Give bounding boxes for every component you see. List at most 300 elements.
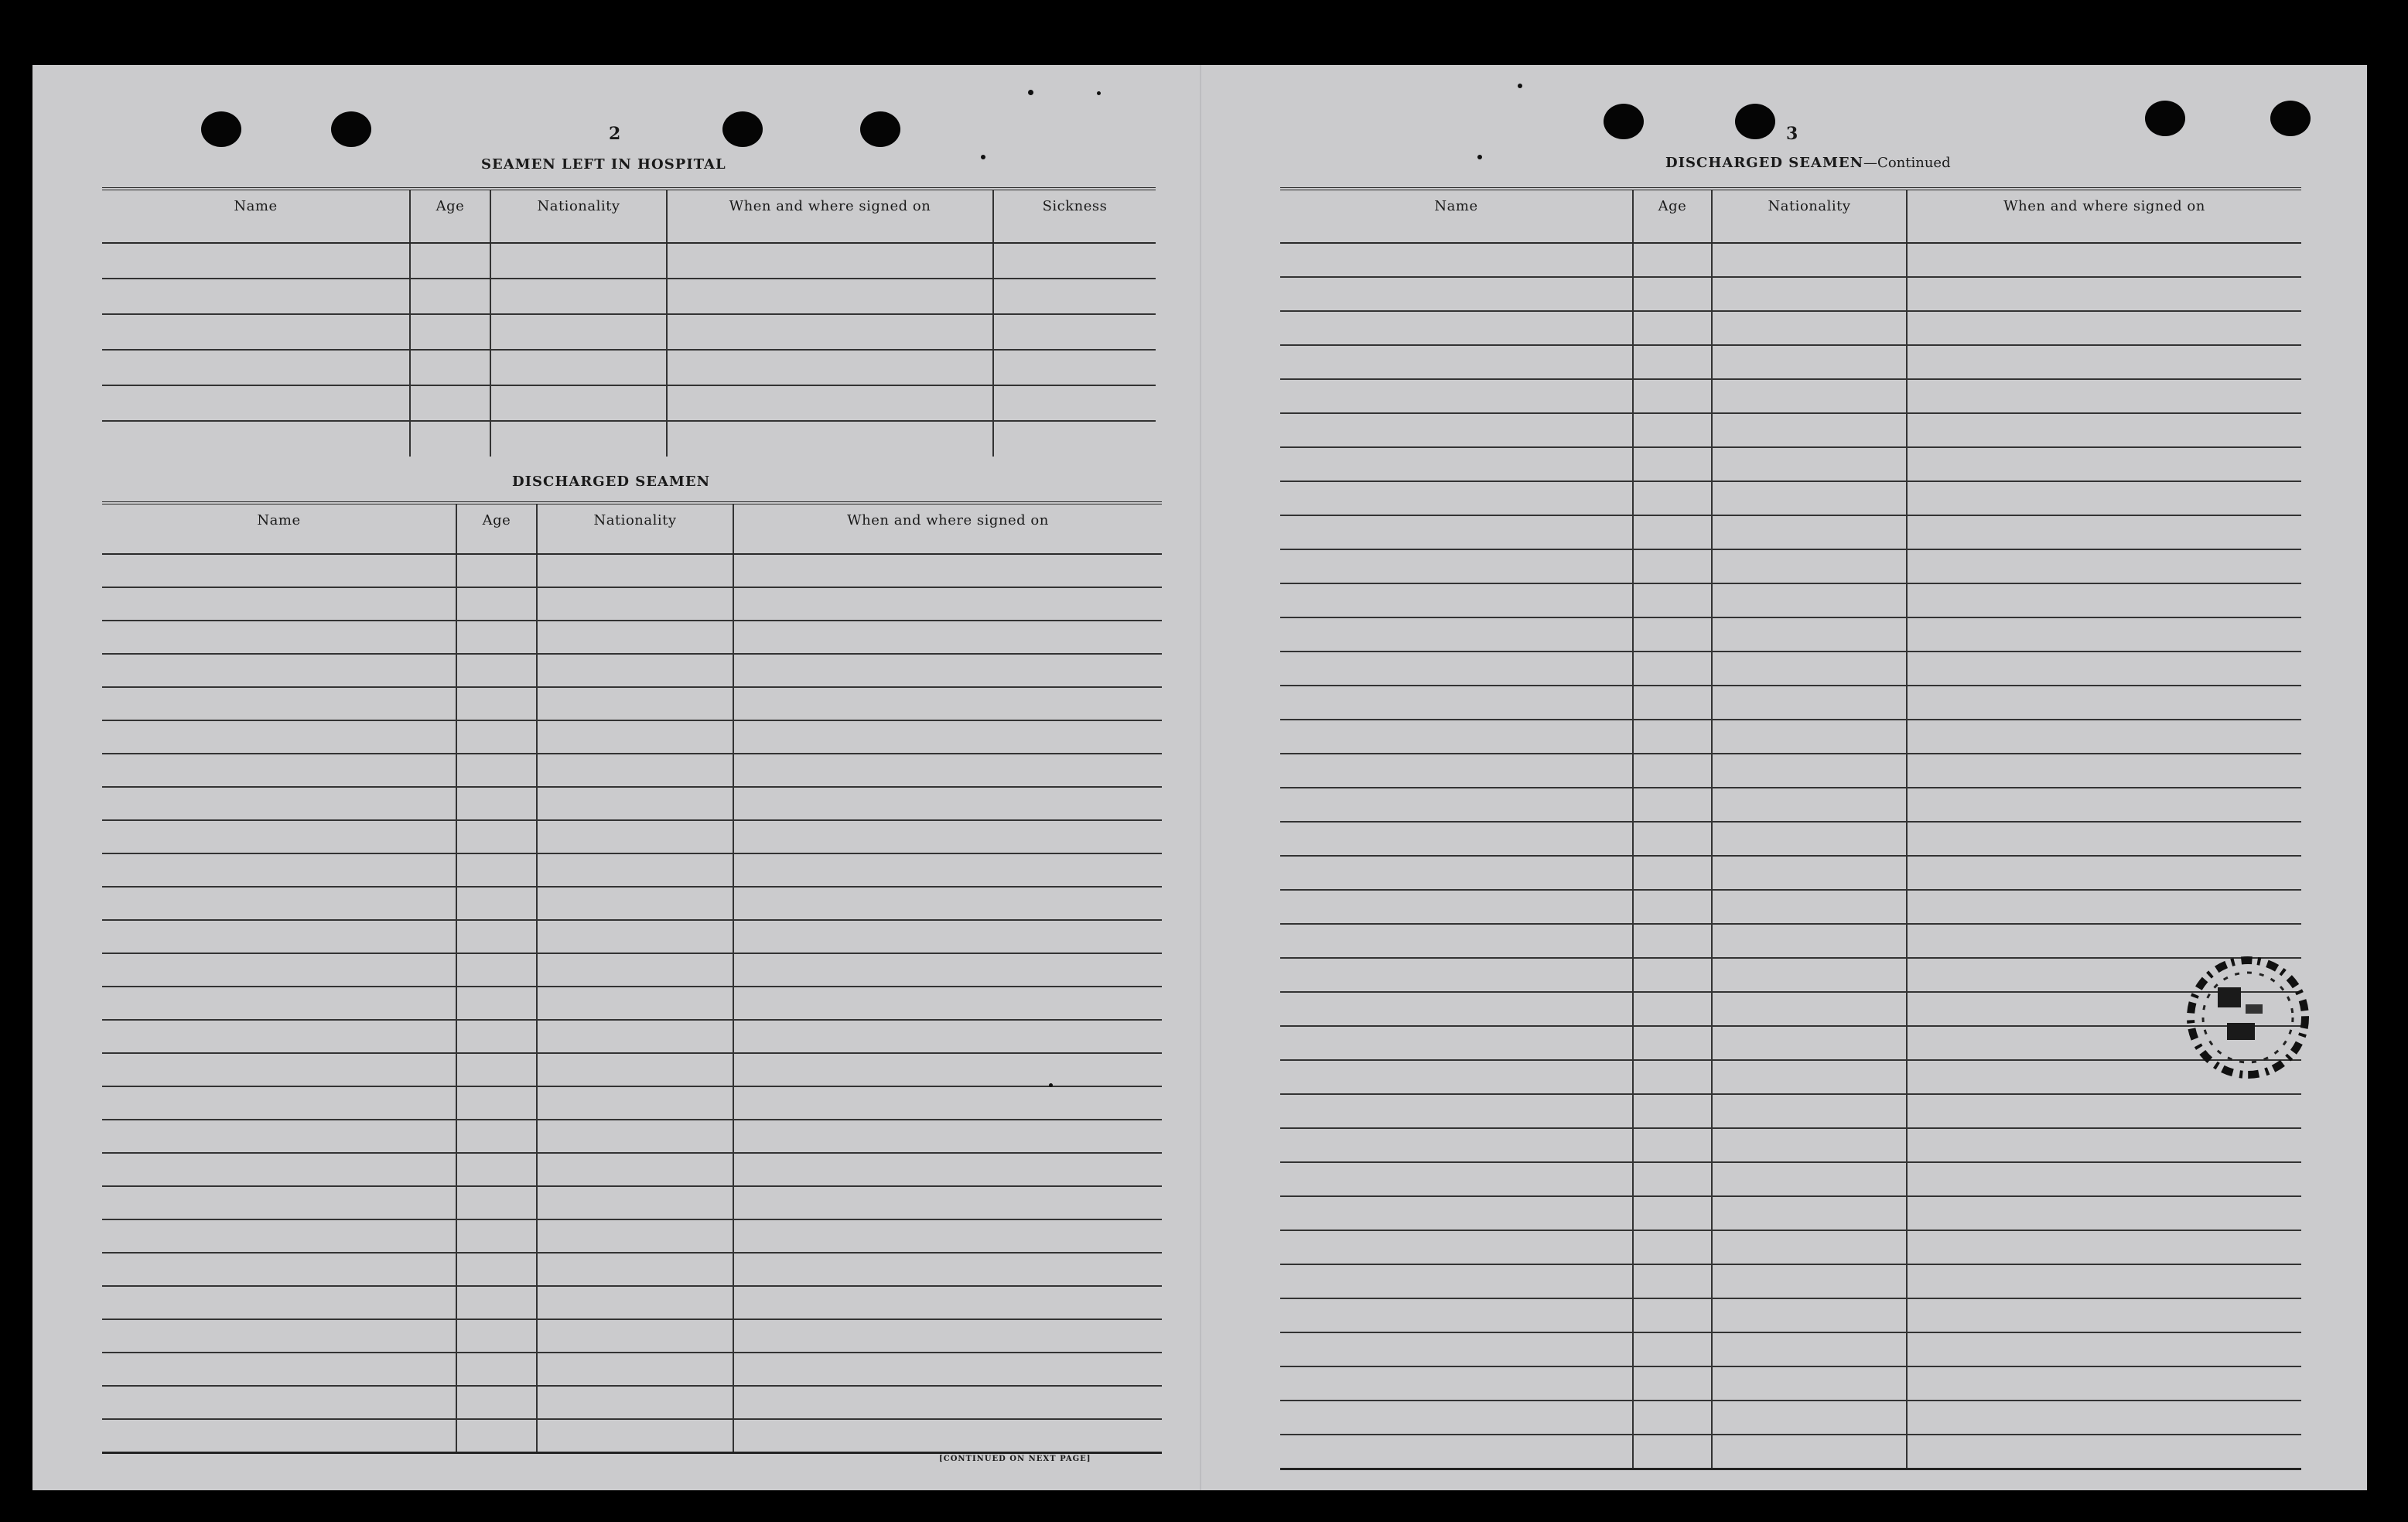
table-cell[interactable] [1280, 822, 1633, 856]
table-cell[interactable] [1280, 583, 1633, 617]
table-cell[interactable] [102, 1020, 456, 1053]
table-cell[interactable] [733, 1319, 1162, 1353]
table-cell[interactable] [537, 720, 733, 754]
table-cell[interactable] [410, 350, 490, 385]
table-cell[interactable] [1633, 958, 1712, 992]
table-cell[interactable] [733, 987, 1162, 1020]
table-cell[interactable] [410, 314, 490, 350]
table-cell[interactable] [1712, 345, 1907, 379]
table-cell[interactable] [1633, 617, 1712, 652]
table-cell[interactable] [733, 654, 1162, 687]
table-cell[interactable] [1712, 1230, 1907, 1264]
table-cell[interactable] [1633, 583, 1712, 617]
table-cell[interactable] [456, 687, 537, 720]
table-cell[interactable] [733, 554, 1162, 587]
table-cell[interactable] [1907, 413, 2301, 447]
table-cell[interactable] [1907, 481, 2301, 515]
column-header-nationality: Nationality [1712, 189, 1907, 243]
table-cell[interactable] [456, 887, 537, 920]
table-cell[interactable] [1280, 992, 1633, 1026]
table-row [102, 720, 1162, 754]
table-cell[interactable] [733, 1153, 1162, 1186]
table-cell[interactable] [456, 1153, 537, 1186]
table-cell[interactable] [102, 1353, 456, 1386]
table-cell[interactable] [456, 1286, 537, 1319]
table-cell[interactable] [1280, 1196, 1633, 1230]
table-cell[interactable] [1280, 617, 1633, 652]
table-cell[interactable] [537, 820, 733, 853]
table-cell[interactable] [733, 1053, 1162, 1086]
table-cell[interactable] [1712, 1162, 1907, 1196]
table-cell[interactable] [410, 279, 490, 314]
table-cell[interactable] [102, 1319, 456, 1353]
table-row [102, 1386, 1162, 1419]
table-cell[interactable] [733, 1253, 1162, 1286]
table-cell[interactable] [1907, 822, 2301, 856]
table-cell[interactable] [1280, 856, 1633, 890]
table-cell[interactable] [733, 853, 1162, 887]
table-cell[interactable] [1712, 1094, 1907, 1128]
table-cell[interactable] [1907, 1230, 2301, 1264]
table-cell[interactable] [537, 1386, 733, 1419]
table-cell[interactable] [1633, 549, 1712, 583]
table-cell[interactable] [102, 887, 456, 920]
ink-speck [1028, 90, 1033, 95]
table-cell[interactable] [1712, 822, 1907, 856]
table-cell[interactable] [102, 1286, 456, 1319]
table-cell[interactable] [1712, 788, 1907, 822]
table-cell[interactable] [1907, 515, 2301, 549]
table-cell[interactable] [1280, 379, 1633, 413]
table-cell[interactable] [1712, 1128, 1907, 1162]
table-cell[interactable] [1280, 515, 1633, 549]
table-cell[interactable] [537, 987, 733, 1020]
table-cell[interactable] [1633, 379, 1712, 413]
table-cell[interactable] [456, 853, 537, 887]
table-cell[interactable] [1712, 1435, 1907, 1469]
table-cell[interactable] [537, 687, 733, 720]
table-row [1280, 1026, 2301, 1060]
table-cell[interactable] [733, 1086, 1162, 1120]
table-cell[interactable] [733, 1286, 1162, 1319]
table-cell[interactable] [1633, 345, 1712, 379]
table-cell[interactable] [1280, 447, 1633, 481]
table-cell[interactable] [456, 953, 537, 987]
table-cell[interactable] [537, 587, 733, 621]
table-cell[interactable] [1633, 652, 1712, 686]
table-cell[interactable] [667, 314, 993, 350]
table-cell[interactable] [490, 385, 667, 421]
table-cell[interactable] [456, 587, 537, 621]
table-cell[interactable] [537, 1419, 733, 1452]
table-cell[interactable] [456, 820, 537, 853]
table-cell[interactable] [1633, 447, 1712, 481]
table-cell[interactable] [456, 1219, 537, 1253]
table-cell[interactable] [993, 421, 1156, 457]
table-cell[interactable] [102, 279, 410, 314]
table-cell[interactable] [456, 554, 537, 587]
table-cell[interactable] [1907, 549, 2301, 583]
table-cell[interactable] [1280, 1332, 1633, 1366]
table-cell[interactable] [1280, 890, 1633, 924]
table-cell[interactable] [1907, 345, 2301, 379]
table-cell[interactable] [733, 687, 1162, 720]
table-row [1280, 992, 2301, 1026]
table-cell[interactable] [1712, 379, 1907, 413]
column-header-age: Age [456, 503, 537, 554]
table-cell[interactable] [1633, 1435, 1712, 1469]
table-cell[interactable] [102, 1419, 456, 1452]
table-cell[interactable] [1280, 686, 1633, 720]
table-cell[interactable] [1907, 1128, 2301, 1162]
table-cell[interactable] [667, 243, 993, 279]
table-cell[interactable] [1280, 1401, 1633, 1435]
table-cell[interactable] [456, 621, 537, 654]
table-cell[interactable] [993, 385, 1156, 421]
table-cell[interactable] [1907, 1264, 2301, 1298]
table-cell[interactable] [456, 654, 537, 687]
table-cell[interactable] [733, 1020, 1162, 1053]
table-cell[interactable] [1907, 1298, 2301, 1332]
table-cell[interactable] [1633, 720, 1712, 754]
table-row [102, 1153, 1162, 1186]
table-cell[interactable] [1280, 549, 1633, 583]
table-cell[interactable] [733, 1219, 1162, 1253]
table-cell[interactable] [1633, 1264, 1712, 1298]
table-cell[interactable] [993, 279, 1156, 314]
table-cell[interactable] [1712, 958, 1907, 992]
table-cell[interactable] [537, 1053, 733, 1086]
table-cell[interactable] [1633, 788, 1712, 822]
table-cell[interactable] [1633, 1162, 1712, 1196]
table-cell[interactable] [667, 421, 993, 457]
table-cell[interactable] [1712, 1401, 1907, 1435]
table-cell[interactable] [1633, 1060, 1712, 1094]
table-cell[interactable] [733, 754, 1162, 787]
table-cell[interactable] [1633, 992, 1712, 1026]
table-cell[interactable] [1907, 243, 2301, 277]
table-cell[interactable] [456, 1319, 537, 1353]
table-cell[interactable] [102, 1219, 456, 1253]
table-cell[interactable] [1280, 1298, 1633, 1332]
table-cell[interactable] [1712, 413, 1907, 447]
table-cell[interactable] [537, 1153, 733, 1186]
discharged-continued-title [1665, 155, 1951, 171]
table-cell[interactable] [733, 587, 1162, 621]
table-cell[interactable] [1633, 1094, 1712, 1128]
table-cell[interactable] [102, 350, 410, 385]
table-cell[interactable] [1907, 617, 2301, 652]
table-cell[interactable] [490, 421, 667, 457]
table-cell[interactable] [456, 1419, 537, 1452]
table-cell[interactable] [1633, 243, 1712, 277]
table-row [102, 243, 1156, 279]
table-cell[interactable] [1712, 277, 1907, 311]
table-cell[interactable] [733, 787, 1162, 820]
table-cell[interactable] [537, 1219, 733, 1253]
table-cell[interactable] [1907, 1366, 2301, 1401]
table-cell[interactable] [1280, 1128, 1633, 1162]
table-cell[interactable] [1907, 1401, 2301, 1435]
table-cell[interactable] [1907, 1094, 2301, 1128]
table-cell[interactable] [1633, 311, 1712, 345]
table-cell[interactable] [1907, 652, 2301, 686]
table-cell[interactable] [1907, 583, 2301, 617]
table-cell[interactable] [1280, 413, 1633, 447]
table-cell[interactable] [456, 1386, 537, 1419]
table-cell[interactable] [1907, 856, 2301, 890]
table-cell[interactable] [993, 314, 1156, 350]
table-cell[interactable] [102, 754, 456, 787]
table-cell[interactable] [490, 279, 667, 314]
table-cell[interactable] [1907, 686, 2301, 720]
table-cell[interactable] [1280, 924, 1633, 958]
table-cell[interactable] [102, 1053, 456, 1086]
table-cell[interactable] [733, 820, 1162, 853]
table-cell[interactable] [1712, 617, 1907, 652]
table-cell[interactable] [456, 1020, 537, 1053]
table-cell[interactable] [102, 720, 456, 754]
table-row [102, 1086, 1162, 1120]
ink-speck [1518, 84, 1522, 88]
table-cell[interactable] [1712, 1060, 1907, 1094]
table-cell[interactable] [102, 853, 456, 887]
table-cell[interactable] [1712, 515, 1907, 549]
column-header-nationality: Nationality [537, 503, 733, 554]
table-cell[interactable] [102, 820, 456, 853]
table-cell[interactable] [102, 654, 456, 687]
table-row [102, 987, 1162, 1020]
table-cell[interactable] [1633, 1366, 1712, 1401]
table-cell[interactable] [1633, 822, 1712, 856]
table-cell[interactable] [102, 587, 456, 621]
table-cell[interactable] [537, 1120, 733, 1153]
table-cell[interactable] [1712, 1298, 1907, 1332]
table-cell[interactable] [733, 720, 1162, 754]
table-cell[interactable] [102, 787, 456, 820]
table-cell[interactable] [456, 1253, 537, 1286]
table-cell[interactable] [733, 1120, 1162, 1153]
table-cell[interactable] [102, 243, 410, 279]
table-cell[interactable] [1712, 549, 1907, 583]
table-cell[interactable] [1280, 754, 1633, 788]
table-cell[interactable] [1280, 1060, 1633, 1094]
table-cell[interactable] [537, 621, 733, 654]
table-cell[interactable] [1280, 243, 1633, 277]
table-row [102, 1020, 1162, 1053]
table-cell[interactable] [1280, 1162, 1633, 1196]
table-cell[interactable] [1633, 1401, 1712, 1435]
table-cell[interactable] [1633, 856, 1712, 890]
table-cell[interactable] [1633, 1196, 1712, 1230]
table-cell[interactable] [733, 1353, 1162, 1386]
table-cell[interactable] [1712, 447, 1907, 481]
table-cell[interactable] [102, 1186, 456, 1219]
table-cell[interactable] [1907, 311, 2301, 345]
table-cell[interactable] [1280, 1094, 1633, 1128]
table-cell[interactable] [1712, 1264, 1907, 1298]
table-cell[interactable] [733, 1419, 1162, 1452]
table-cell[interactable] [1907, 788, 2301, 822]
table-cell[interactable] [733, 1386, 1162, 1419]
table-cell[interactable] [456, 720, 537, 754]
table-cell[interactable] [456, 787, 537, 820]
table-cell[interactable] [1280, 1264, 1633, 1298]
table-cell[interactable] [733, 953, 1162, 987]
table-cell[interactable] [1712, 652, 1907, 686]
table-cell[interactable] [456, 1353, 537, 1386]
table-cell[interactable] [733, 621, 1162, 654]
table-cell[interactable] [537, 920, 733, 953]
table-cell[interactable] [667, 350, 993, 385]
table-cell[interactable] [102, 621, 456, 654]
table-cell[interactable] [456, 1053, 537, 1086]
table-cell[interactable] [1712, 890, 1907, 924]
table-cell[interactable] [456, 1086, 537, 1120]
table-cell[interactable] [1280, 788, 1633, 822]
table-cell[interactable] [1712, 992, 1907, 1026]
table-cell[interactable] [102, 554, 456, 587]
table-cell[interactable] [1712, 924, 1907, 958]
table-cell[interactable] [1280, 481, 1633, 515]
table-row [1280, 1060, 2301, 1094]
table-cell[interactable] [733, 1186, 1162, 1219]
table-cell[interactable] [993, 350, 1156, 385]
table-cell[interactable] [490, 350, 667, 385]
table-cell[interactable] [1633, 277, 1712, 311]
table-cell[interactable] [102, 385, 410, 421]
table-cell[interactable] [456, 1120, 537, 1153]
table-cell[interactable] [456, 920, 537, 953]
table-cell[interactable] [537, 887, 733, 920]
table-cell[interactable] [1633, 686, 1712, 720]
table-cell[interactable] [537, 1186, 733, 1219]
table-cell[interactable] [1712, 583, 1907, 617]
table-cell[interactable] [102, 1086, 456, 1120]
table-cell[interactable] [1907, 720, 2301, 754]
table-cell[interactable] [102, 953, 456, 987]
table-cell[interactable] [667, 279, 993, 314]
table-cell[interactable] [1712, 754, 1907, 788]
table-cell[interactable] [1633, 481, 1712, 515]
table-cell[interactable] [537, 853, 733, 887]
table-cell[interactable] [1907, 1196, 2301, 1230]
table-cell[interactable] [1907, 447, 2301, 481]
table-cell[interactable] [410, 385, 490, 421]
table-cell[interactable] [102, 314, 410, 350]
table-cell[interactable] [1907, 379, 2301, 413]
table-cell[interactable] [733, 920, 1162, 953]
table-row [1280, 481, 2301, 515]
table-cell[interactable] [102, 421, 410, 457]
table-cell[interactable] [1280, 277, 1633, 311]
table-cell[interactable] [410, 421, 490, 457]
table-cell[interactable] [1907, 1435, 2301, 1469]
table-cell[interactable] [537, 1353, 733, 1386]
table-cell[interactable] [102, 687, 456, 720]
table-cell[interactable] [537, 1286, 733, 1319]
table-cell[interactable] [102, 1253, 456, 1286]
ink-speck [1477, 155, 1482, 159]
table-cell[interactable] [1633, 1128, 1712, 1162]
table-cell[interactable] [1712, 1026, 1907, 1060]
table-cell[interactable] [456, 987, 537, 1020]
table-row [1280, 924, 2301, 958]
table-cell[interactable] [537, 787, 733, 820]
table-cell[interactable] [1633, 890, 1712, 924]
table-cell[interactable] [993, 243, 1156, 279]
table-cell[interactable] [490, 243, 667, 279]
table-cell[interactable] [1712, 243, 1907, 277]
table-cell[interactable] [456, 754, 537, 787]
table-cell[interactable] [537, 953, 733, 987]
table-cell[interactable] [1712, 856, 1907, 890]
table-cell[interactable] [1712, 720, 1907, 754]
table-cell[interactable] [1633, 924, 1712, 958]
table-cell[interactable] [1907, 890, 2301, 924]
table-cell[interactable] [537, 1086, 733, 1120]
table-cell[interactable] [1712, 1332, 1907, 1366]
table-cell[interactable] [1633, 413, 1712, 447]
table-cell[interactable] [1907, 1162, 2301, 1196]
table-cell[interactable] [102, 920, 456, 953]
table-row [102, 754, 1162, 787]
table-cell[interactable] [1280, 1366, 1633, 1401]
table-cell[interactable] [490, 314, 667, 350]
column-header-age: Age [1633, 189, 1712, 243]
table-cell[interactable] [1280, 1230, 1633, 1264]
table-cell[interactable] [1712, 1366, 1907, 1401]
table-cell[interactable] [1633, 515, 1712, 549]
table-cell[interactable] [102, 1386, 456, 1419]
table-cell[interactable] [537, 1253, 733, 1286]
table-cell[interactable] [1633, 754, 1712, 788]
table-cell[interactable] [1712, 481, 1907, 515]
table-cell[interactable] [1712, 686, 1907, 720]
table-cell[interactable] [102, 987, 456, 1020]
ink-speck [1049, 1083, 1053, 1087]
table-cell[interactable] [537, 654, 733, 687]
table-cell[interactable] [537, 1319, 733, 1353]
table-cell[interactable] [1280, 720, 1633, 754]
table-cell[interactable] [456, 1186, 537, 1219]
table-cell[interactable] [1907, 754, 2301, 788]
table-cell[interactable] [1712, 311, 1907, 345]
table-cell[interactable] [410, 243, 490, 279]
table-cell[interactable] [1633, 1026, 1712, 1060]
table-cell[interactable] [1280, 311, 1633, 345]
table-cell[interactable] [537, 754, 733, 787]
table-cell[interactable] [1633, 1332, 1712, 1366]
table-cell[interactable] [102, 1120, 456, 1153]
table-cell[interactable] [1907, 1332, 2301, 1366]
table-cell[interactable] [667, 385, 993, 421]
table-cell[interactable] [1907, 277, 2301, 311]
table-cell[interactable] [537, 554, 733, 587]
table-cell[interactable] [733, 887, 1162, 920]
table-cell[interactable] [1712, 1196, 1907, 1230]
table-cell[interactable] [1280, 652, 1633, 686]
table-cell[interactable] [102, 1153, 456, 1186]
punch-hole [1735, 104, 1775, 139]
table-cell[interactable] [1280, 1026, 1633, 1060]
table-cell[interactable] [1633, 1298, 1712, 1332]
table-cell[interactable] [1280, 1435, 1633, 1469]
table-cell[interactable] [1280, 958, 1633, 992]
table-cell[interactable] [1280, 345, 1633, 379]
table-cell[interactable] [1633, 1230, 1712, 1264]
table-cell[interactable] [537, 1020, 733, 1053]
